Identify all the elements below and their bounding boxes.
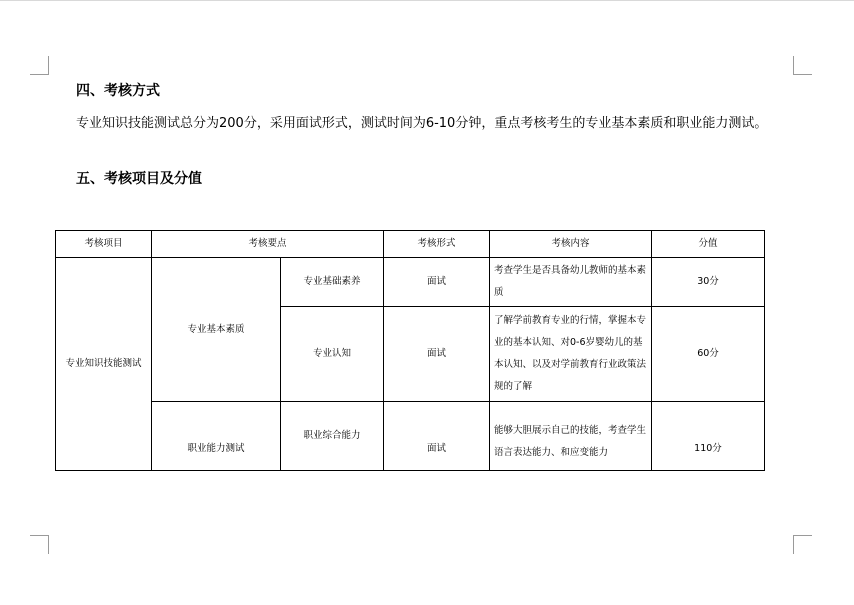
form-cell: 面试	[384, 258, 490, 307]
score-cell: 30分	[652, 258, 765, 307]
score-cell: 110分	[652, 402, 765, 471]
group-cell-basic: 专业基本素质	[152, 258, 281, 402]
header-item: 考核项目	[56, 231, 152, 258]
header-form: 考核形式	[384, 231, 490, 258]
section-4-heading: 四、考核方式	[76, 83, 160, 99]
crop-mark-top-left	[30, 56, 49, 75]
crop-mark-bottom-right	[793, 535, 812, 554]
page-top-edge	[0, 0, 854, 1]
header-content: 考核内容	[490, 231, 652, 258]
header-points: 考核要点	[152, 231, 384, 258]
table-row	[56, 258, 765, 307]
content-cell: 能够大胆展示自己的技能，考查学生语言表达能力、和应变能力	[490, 402, 652, 471]
crop-mark-bottom-left	[30, 535, 49, 554]
table-header-row	[56, 231, 765, 258]
content-cell: 考查学生是否具备幼儿教师的基本素质	[490, 258, 652, 307]
item-cell: 专业知识技能测试	[56, 258, 152, 471]
table-row	[56, 402, 765, 471]
form-cell: 面试	[384, 402, 490, 471]
section-5-heading: 五、考核项目及分值	[76, 171, 202, 187]
point-cell: 专业基础素养	[281, 258, 384, 307]
score-cell: 60分	[652, 307, 765, 402]
crop-mark-top-right	[793, 56, 812, 75]
group-cell-career: 职业能力测试	[152, 402, 281, 471]
point-cell: 专业认知	[281, 307, 384, 402]
point-cell: 职业综合能力	[281, 402, 384, 471]
header-score: 分值	[652, 231, 765, 258]
form-cell: 面试	[384, 307, 490, 402]
content-cell: 了解学前教育专业的行情，掌握本专业的基本认知、对0-6岁婴幼儿的基本认知、以及对学前教育行业政策法规的了解	[490, 307, 652, 402]
assessment-table	[55, 230, 765, 471]
assessment-method-paragraph: 专业知识技能测试总分为200分，采用面试形式，测试时间为6-10分钟，重点考核考生的专业基本素质和职业能力测试。	[76, 116, 768, 131]
